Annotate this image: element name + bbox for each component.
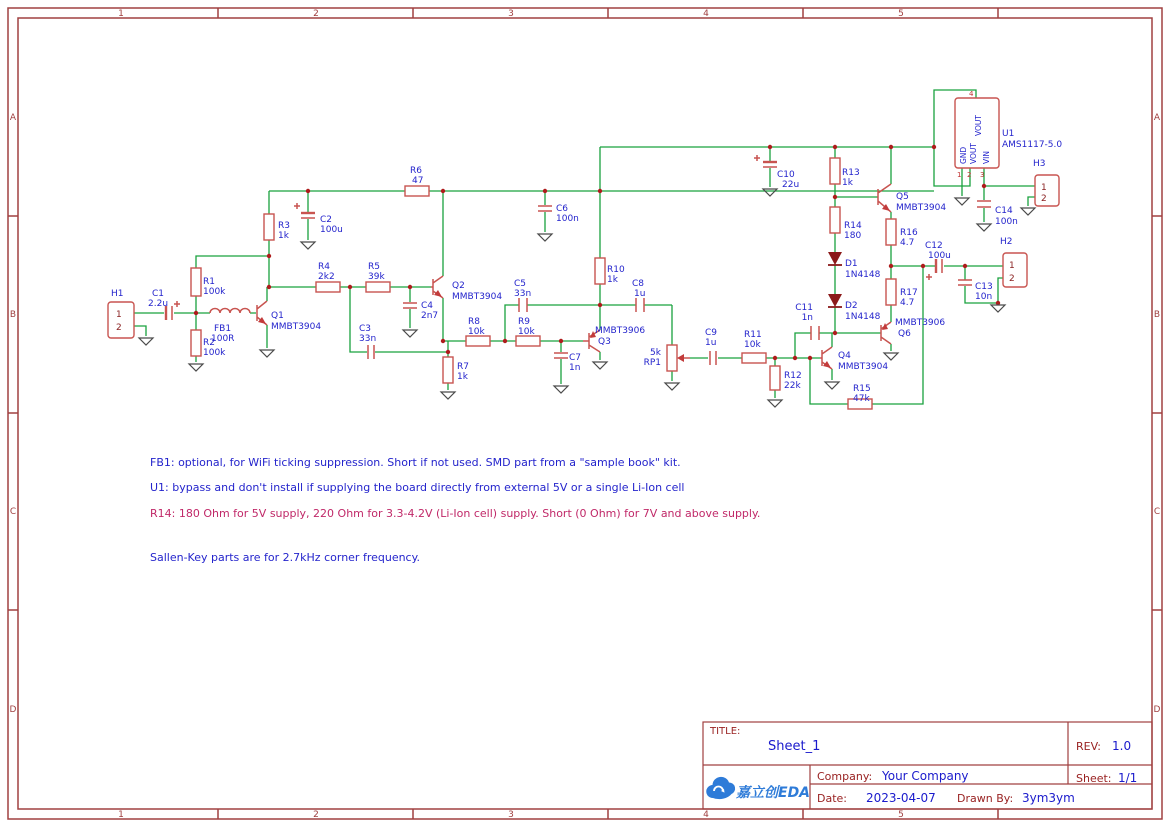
note-fb1: FB1: optional, for WiFi ticking suppression. Short if not used. SMD part from a "sample book" kit. [150, 456, 681, 469]
border-row-b: B [9, 310, 17, 320]
label-c8: C8 [632, 279, 645, 289]
label-c1-value: 2.2u [148, 299, 169, 309]
label-c5-value: 33n [514, 289, 532, 299]
label-c3-value: 33n [359, 334, 377, 344]
label-r4-value: 2k2 [318, 272, 335, 282]
title-label: TITLE: [710, 726, 741, 737]
pin-name-vout-top: VOUT [974, 115, 983, 136]
label-c9-value: 1u [705, 338, 717, 348]
pin-number: 4 [969, 90, 974, 98]
pin-number: 1 [957, 171, 962, 179]
pin-number: 1 [116, 310, 122, 320]
label-c4-value: 2n7 [421, 311, 439, 321]
label-r6-value: 47 [412, 176, 424, 186]
pin-name-vin: VIN [982, 151, 991, 164]
label-q4: Q4 [838, 351, 851, 361]
border-row-b-r: B [1153, 310, 1161, 320]
border-col-3b: 3 [508, 810, 514, 820]
label-d1-value: 1N4148 [845, 270, 881, 280]
sheet-title[interactable]: Sheet_1 [768, 739, 821, 754]
label-q1-value: MMBT3904 [271, 322, 322, 332]
label-r2: R2 [203, 338, 215, 348]
pin-number: 2 [116, 323, 122, 333]
label-c8-value: 1u [634, 289, 646, 299]
label-c7: C7 [569, 353, 582, 363]
label-c2-value: 100u [320, 225, 343, 235]
label-r1: R1 [203, 277, 215, 287]
border-row-d: D [9, 705, 17, 715]
label-r14: R14 [844, 221, 862, 231]
label-r13: R13 [842, 168, 860, 178]
ic-part: AMS1117-5.0 [1002, 140, 1063, 150]
label-r4: R4 [318, 262, 330, 272]
label-c10: C10 [777, 170, 795, 180]
date-label: Date: [817, 792, 847, 805]
label-r10-value: 1k [607, 275, 618, 285]
pin-number: 2 [1009, 274, 1015, 284]
ic-ref: U1 [1002, 129, 1015, 139]
label-r8-value: 10k [468, 327, 485, 337]
label-fb1: FB1 [214, 324, 232, 334]
label-c11-value: 1n [801, 313, 813, 323]
pin-number: 3 [980, 171, 985, 179]
label-r12-value: 22k [784, 381, 801, 391]
label-q2: Q2 [452, 281, 465, 291]
border-col-4: 4 [703, 9, 709, 19]
label-c3: C3 [359, 324, 372, 334]
label-r14-value: 180 [844, 231, 862, 241]
note-sallen-key: Sallen-Key parts are for 2.7kHz corner frequency. [150, 551, 421, 564]
drawn-by-value: 3ym3ym [1022, 791, 1075, 805]
label-c10-value: 22u [782, 180, 800, 190]
schematic-notes [150, 456, 760, 564]
label-r5: R5 [368, 262, 380, 272]
border-col-5: 5 [898, 9, 904, 19]
label-q5-value: MMBT3904 [896, 203, 947, 213]
date-value: 2023-04-07 [866, 791, 936, 805]
sheet-label: Sheet: [1076, 772, 1112, 785]
border-row-c-r: C [1153, 507, 1161, 517]
label-c2: C2 [320, 215, 333, 225]
pin-name-gnd: GND [959, 146, 968, 164]
border-col-1b: 1 [118, 810, 124, 820]
pin-number: 1 [1009, 261, 1015, 271]
diode-d2[interactable] [828, 294, 842, 307]
border-col-3: 3 [508, 9, 514, 19]
logo-text: 嘉立创EDA [736, 785, 811, 801]
label-d2: D2 [845, 301, 858, 311]
label-r7: R7 [457, 362, 469, 372]
label-q1: Q1 [271, 311, 284, 321]
border-row-a: A [9, 113, 17, 123]
label-c6: C6 [556, 204, 569, 214]
label-r2-value: 100k [203, 348, 226, 358]
label-r17-value: 4.7 [900, 298, 915, 308]
connector-label: H2 [1000, 237, 1013, 247]
label-r12: R12 [784, 371, 802, 381]
label-q6: Q6 [898, 329, 911, 339]
border-row-d-r: D [1153, 705, 1161, 715]
rev-value: 1.0 [1112, 739, 1132, 753]
label-r10: R10 [607, 265, 625, 275]
diode-d1[interactable] [828, 252, 842, 265]
label-c14-value: 100n [995, 217, 1018, 227]
label-r17: R17 [900, 288, 918, 298]
label-c1: C1 [152, 289, 165, 299]
label-c12-value: 100u [928, 251, 951, 261]
border-col-2b: 2 [313, 810, 319, 820]
border-col-5b: 5 [898, 810, 904, 820]
label-r15: R15 [853, 384, 871, 394]
pin-number: 2 [1041, 194, 1047, 204]
label-r3-value: 1k [278, 231, 289, 241]
company-value: Your Company [882, 769, 969, 783]
label-q6-value: MMBT3906 [895, 318, 946, 328]
label-r6: R6 [410, 166, 422, 176]
label-c12: C12 [925, 241, 943, 251]
label-rp1-value: 5k [650, 348, 661, 358]
potentiometer-wiper-arrow [677, 354, 684, 362]
connector-h2[interactable] [1000, 237, 1027, 287]
ic-u1-regulator[interactable] [955, 90, 1062, 179]
border-col-4b: 4 [703, 810, 709, 820]
label-c13-value: 10n [975, 292, 993, 302]
pin-number: 2 [967, 171, 972, 179]
rev-label: REV: [1076, 740, 1101, 753]
label-c5: C5 [514, 279, 527, 289]
connector-label: H3 [1033, 159, 1046, 169]
label-c6-value: 100n [556, 214, 579, 224]
label-r9: R9 [518, 317, 530, 327]
sheet-value: 1/1 [1118, 771, 1138, 785]
label-c14: C14 [995, 206, 1013, 216]
ferrite-bead-fb1[interactable] [210, 309, 250, 314]
label-c7-value: 1n [569, 363, 581, 373]
jlceda-logo [706, 777, 810, 801]
company-label: Company: [817, 770, 873, 783]
label-c9: C9 [705, 328, 718, 338]
label-r3: R3 [278, 221, 290, 231]
label-c4: C4 [421, 301, 434, 311]
label-q2-value: MMBT3904 [452, 292, 503, 302]
label-r9-value: 10k [518, 327, 535, 337]
label-d2-value: 1N4148 [845, 312, 881, 322]
label-c11: C11 [795, 303, 813, 313]
title-block [703, 722, 1152, 809]
label-rp1: RP1 [643, 358, 661, 368]
connector-label: H1 [111, 289, 124, 299]
pin-name-vout: VOUT [969, 143, 978, 164]
border-col-2: 2 [313, 9, 319, 19]
border-row-a-r: A [1153, 113, 1161, 123]
connector-h3[interactable] [1033, 159, 1059, 206]
label-r13-value: 1k [842, 178, 853, 188]
label-q4-value: MMBT3904 [838, 362, 889, 372]
label-q5: Q5 [896, 192, 909, 202]
label-fb1-value: 100R [211, 334, 235, 344]
label-r16: R16 [900, 228, 918, 238]
label-r11-value: 10k [744, 340, 761, 350]
label-r5-value: 39k [368, 272, 385, 282]
pin-number: 1 [1041, 183, 1047, 193]
label-r1-value: 100k [203, 287, 226, 297]
label-q3-value: MMBT3906 [595, 326, 646, 336]
border-row-c: C [9, 507, 17, 517]
label-r11: R11 [744, 330, 762, 340]
label-r7-value: 1k [457, 372, 468, 382]
label-q3: Q3 [598, 337, 611, 347]
note-r14: R14: 180 Ohm for 5V supply, 220 Ohm for 3.3-4.2V (Li-Ion cell) supply. Short (0 Ohm) for 7V and above supply. [150, 507, 761, 520]
label-c13: C13 [975, 282, 993, 292]
drawn-by-label: Drawn By: [957, 792, 1014, 805]
cloud-icon [706, 777, 735, 799]
note-u1: U1: bypass and don't install if supplying the board directly from external 5V or a single Li-Ion cell [150, 481, 685, 494]
border-col-1: 1 [118, 9, 124, 19]
connector-h1[interactable] [108, 289, 134, 338]
label-d1: D1 [845, 259, 858, 269]
label-r16-value: 4.7 [900, 238, 915, 248]
label-r8: R8 [468, 317, 480, 327]
label-r15-value: 47k [853, 394, 870, 404]
